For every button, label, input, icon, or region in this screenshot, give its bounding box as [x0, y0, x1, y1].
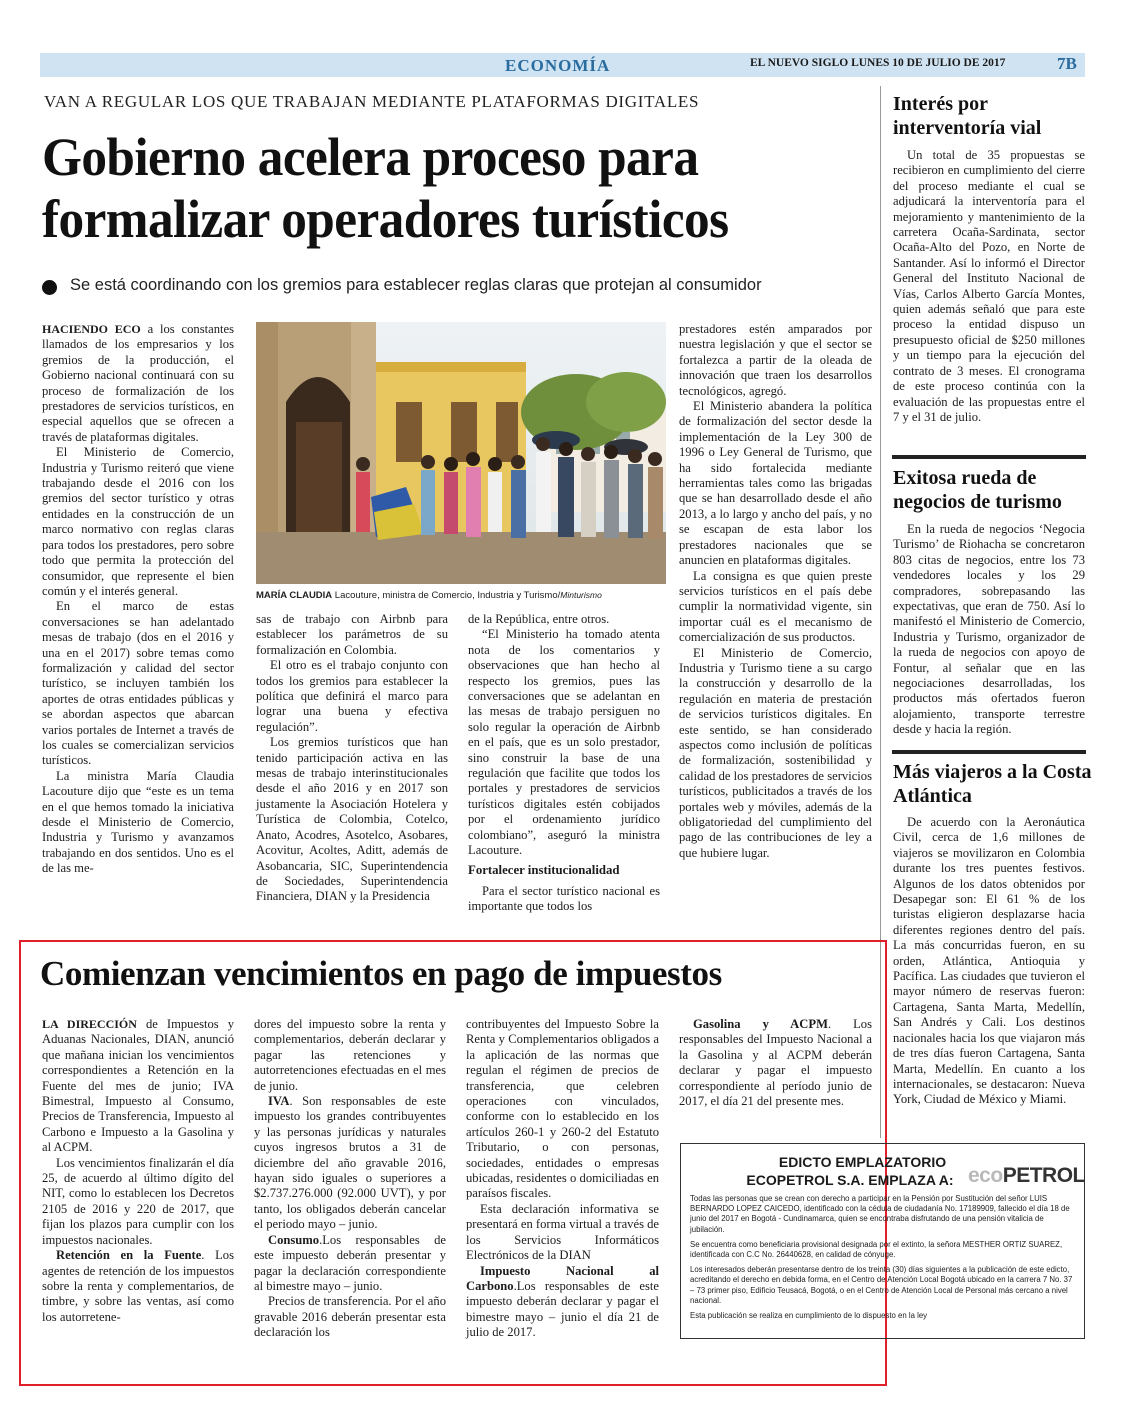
paragraph: prestadores estén amparados por nuestra legislación y que el sector se fortalezca a partir de la oleada de innovación que traen los desarrollos tecnológicos, agregó. [679, 322, 872, 398]
tax-column-4 [679, 1017, 872, 1137]
paragraph: dores del impuesto sobre la renta y complementarios, deberán declarar y pagar las retenciones y autorretenciones efectuadas en el mes de junio. [254, 1017, 446, 1093]
sidebar-divider [892, 750, 1086, 754]
paragraph: “El Ministerio ha tomado atenta nota de los comentarios y observaciones que han hecho al respecto los gremios, pues las conversaciones que se adelantan en las mesas de trabajo persiguen no solo regular la operación de Airbnb en el país, que es un solo prestador, sino construir la base de una regulación que facilite que todos los portales y prestadores de servicios turísticos digitales estén cobijados por el ordenamiento jurídico colombiano”, aseguró la ministra Lacouture. [468, 627, 660, 858]
paragraph: Consumo.Los responsables de este impuesto deberán presentar y pagar la declaración correspondiente al bimestre mayo – junio. [254, 1232, 446, 1293]
article-column-4 [679, 322, 872, 927]
paragraph: El Ministerio de Comercio, Industria y Turismo tiene a su cargo la construcción y desarrollo de la regulación en materia de prestación de servicios turísticos digitales. En este sentido, se han considerado aspectos como inclusión de políticas de formalización, sostenibilidad y calidad de los prestadores de servicios turísticos, publicitados a través de los portales web y móviles, además de la obligatoriedad del cumplimiento del pago de las contribuciones de ley a que hubiere lugar. [679, 645, 872, 860]
paragraph: Esta declaración informativa se presentará en forma virtual a través de los Servicios Informáticos Electrónicos de la DIAN [466, 1201, 660, 1263]
sidebar-title-3: Más viajeros a la Costa Atlántica [893, 761, 1092, 807]
sidebar-title-2: Exitosa rueda de negocios de turismo [893, 467, 1062, 513]
paragraph: Los gremios turísticos que han tenido participación activa en las mesas de trabajo interinstitucionales desde el año 2016 y en 2017 son justamente la Asociación Hotelera y Turística de Colombia, Cotelco, Anato, Acodres, Asotelco, Asobares, Acovitur, Acoltes, Aditt, además de Asobancaria, SIC, Superintendencia de Sociedades, Superintendencia Financiera, DIAN y la Presidencia [256, 735, 448, 904]
article-photo [256, 322, 666, 584]
paragraph: En el marco de estas conversaciones se han adelantado mesas de trabajo (dos en el 2016 y una en el 2017) sobre temas como formalización y calidad del sector turístico, se incluyen también los aportes de otras entidades públicas y se abordan aspectos que abarcan varios portales de Internet a través de los cuales se comercializan servicios turísticos. [42, 599, 234, 768]
article-column-1 [42, 322, 234, 927]
paragraph: LA DIRECCIÓN de Impuestos y Aduanas Nacionales, DIAN, anunció que mañana inician los vencimientos correspondientes a Retención en la Fuente del mes de junio; IVA Bimestral, Impuesto al Consumo, Precios de Transferencia, Impuesto al Carbono e Impuesto a la Gasolina y al ACPM. [42, 1017, 235, 1155]
paragraph: En la rueda de negocios ‘Negocia Turismo’ de Riohacha se concretaron 803 citas de negocios, entre los 73 vendedores locales y los 29 compradores, sobrepasando las expectativas, que eran de 750. Así lo manifestó el Ministerio de Comercio, Industria y Turismo, organizador de la rueda de negocios con apoyo de Fontur, al señalar que en las negociaciones desarrolladas, los productos más ofertados fueron alojamiento, transporte terrestre desde y hacia la región. [893, 522, 1085, 737]
bullet-icon [42, 280, 57, 295]
masthead-date: EL NUEVO SIGLO LUNES 10 DE JULIO DE 2017 [750, 57, 1006, 69]
paragraph: IVA. Son responsables de este impuesto los grandes contribuyentes y las personas jurídicas y naturales cuyos ingresos brutos a 31 de diciembre del año gravable 2016, hayan sido iguales o superiores a $2.737.276.000 (92.000 UVT), y por tanto, los obligados deberán cancelar el periodo mayo – junio. [254, 1094, 446, 1232]
paragraph: El Ministerio de Comercio, Industria y Turismo reiteró que viene trabajando desde el 2016 con los gremios del sector turístico y otras entidades en la construcción de un marco normativo con reglas claras para todos los prestadores, pero sobre todo que permita la protección del consumidor, que represente el bien común y el interés general. [42, 445, 234, 598]
paragraph: de la República, entre otros. [468, 612, 610, 626]
tax-article-headline: Comienzan vencimientos en pago de impuestos [40, 954, 722, 993]
tax-column-2 [254, 1017, 446, 1377]
paragraph: sas de trabajo con Airbnb para establecer los parámetros de su formalización en Colombia. [256, 612, 448, 657]
article-subheading: Fortalecer institucionalidad [468, 862, 620, 877]
notice-subtitle: ECOPETROL S.A. EMPLAZA A: [746, 1172, 954, 1188]
paragraph: Un total de 35 propuestas se recibieron en cumplimiento del cierre del proceso mediante el cual se adjudicará la interventoría para el mejoramiento y mantenimiento de la carretera Ocaña-Sardinata, sector Ocaña-Alto del Pozo, en Norte de Santander. Así lo informó el Director General del Instituto Nacional de Vías, Carlos Alberto García Montes, quien además señaló que para este proceso la entidad dispuso un presupuesto oficial de $250 millones y un tiempo para la ejecución del contrato de 3 meses. El cronograma de este proceso continúa con la evaluación de las propuestas entre el 7 y el 31 de julio. [893, 148, 1085, 424]
notice-body [690, 1194, 1078, 1326]
article-column-2 [256, 612, 448, 927]
paragraph: El Ministerio abandera la política de formalización del sector desde la implementación de la Ley 300 de 1996 o Ley General de Turismo, que ha sido fortalecida mediante herramientas tales como las brigadas que se han desarrollado desde el año 2013, a lo largo y ancho del país, y no se escapan de esta labor los prestadores nacionales que se anuncien en plataformas digitales. [679, 399, 872, 568]
paragraph: HACIENDO ECO a los constantes llamados de los empresarios y los gremios de la producción, el Gobierno nacional continuará con su proceso de formalización de los prestadores de servicios turísticos, en especial aquellos que se ofrecen a través de plataformas digitales. [42, 322, 234, 444]
article-subhead: Se está coordinando con los gremios para establecer reglas claras que protejan al consumidor [70, 276, 762, 294]
article-column-3 [468, 612, 660, 927]
paragraph: La ministra María Claudia Lacouture dijo que “este es un tema en el que hemos tomado la iniciativa desde el Ministerio de Comercio, Industria y Turismo y avanzamos trabajando en dos sentidos. Uno es el de las me- [42, 768, 234, 876]
sidebar-title-1: Interés por interventoría vial [893, 93, 1042, 139]
sidebar-body-3 [893, 815, 1085, 1135]
page-number: 7B [1057, 54, 1077, 73]
paragraph: Esta publicación se realiza en cumplimiento de lo dispuesto en la ley [690, 1311, 928, 1321]
article-kicker: VAN A REGULAR LOS QUE TRABAJAN MEDIANTE PLATAFORMAS DIGITALES [44, 92, 700, 111]
section-name: ECONOMÍA [505, 56, 611, 75]
paragraph: Precios de transferencia. Por el año gravable 2016 deberán presentar esta declaración los [254, 1294, 446, 1340]
photo-caption: MARÍA CLAUDIA Lacouture, ministra de Comercio, Industria y Turismo/Minturismo [256, 590, 602, 601]
paragraph: Retención en la Fuente. Los agentes de retención de los impuestos sobre la renta y complementarios, de timbre, y sobre las ventas, así como los autorretene- [42, 1248, 234, 1324]
paragraph: contribuyentes del Impuesto Sobre la Renta y Complementarios obligados a la aplicación de las normas que regulan el régimen de precios de transferencia, que celebren operaciones con vinculados, conforme con lo establecido en los artículos 260-1 y 260-2 del Estatuto Tributario, o con personas, sociedades, entidades o empresas ubicadas, residentes o domiciliadas en paraísos fiscales. [466, 1017, 659, 1201]
paragraph: Para el sector turístico nacional es importante que todos los [468, 883, 660, 914]
street-scene-image [256, 322, 666, 584]
tax-column-1 [42, 1017, 234, 1377]
tax-column-3 [466, 1017, 659, 1377]
sidebar-body-1 [893, 148, 1085, 448]
sidebar-body-2 [893, 522, 1085, 747]
paragraph: Los vencimientos finalizarán el día 25, de acuerdo al último dígito del NIT, como lo establecen los Decretos 2105 de 2016 y 220 de 2017, que fijan los plazos para cumplir con los impuestos nacionales. [42, 1155, 234, 1247]
ecopetrol-logo: ecoPETROL [968, 1164, 1085, 1187]
paragraph: La consigna es que quien preste servicios turísticos en el país debe cumplir la normatividad vigente, sin importar cuál es el mecanismo de comercialización de sus productos. [679, 568, 872, 645]
article-headline: Gobierno acelera proceso para formalizar operadores turísticos [42, 127, 729, 249]
paragraph: Todas las personas que se crean con derecho a participar en la Pensión por Sustitución del señor LUIS BERNARDO LOPEZ CAICEDO, identificado con la cédula de ciudadanía No. 17189909, fallecido el día 18 de junio del 2017 en Bogotá - Cundinamarca, quien se encontraba disfrutando de una pensión vitalicia de jubilación. [690, 1194, 1070, 1234]
notice-title: EDICTO EMPLAZATORIO [778, 1154, 947, 1170]
paragraph: Gasolina y ACPM. Los responsables del Impuesto Nacional a la Gasolina y al ACPM deberán declarar y pagar el impuesto correspondiente al período junio de 2017, el día 21 del presente mes. [679, 1017, 873, 1109]
paragraph: Se encuentra como beneficiaria provisional designada por el extinto, la señora MESTHER ORTIZ SUAREZ, identificada con C.C No. 26440628, en calidad de cónyuge. [690, 1239, 1063, 1260]
paragraph: El otro es el trabajo conjunto con todos los gremios para establecer la política que definirá el marco para lograr una buena y efectiva regulación”. [256, 658, 448, 734]
paragraph: Los interesados deberán presentarse dentro de los treinta (30) días siguientes a la publicación de este edicto, acreditando el derecho en debida forma, en el Centro de Atención Local Bogotá ubicado en la carrera 7 No. 37 – 73 primer piso, Edificio Teusacá, Bogotá, o en el Centro de Atención Local de Personal más cercano a nivel nacional. [690, 1265, 1073, 1305]
paragraph: Impuesto Nacional al Carbono.Los responsables de este impuesto deberán declarar y pagar el bimestre mayo – junio el día 21 de julio de 2017. [466, 1263, 659, 1340]
sidebar-divider [892, 455, 1086, 459]
paragraph: De acuerdo con la Aeronáutica Civil, cerca de 1,6 millones de viajeros se movilizaron en Colombia durante los tres puentes festivos. Algunos de los datos obtenidos por Desapegar son: El 61 % de los turistas eligieron desplazarse hacia diferentes regiones dentro del país. La más concurridas fueron, en su orden, Atlántica, Antioquia y Pacífica. Las ciudades que tuvieron el mayor número de reservas fueron: Cartagena, Santa Marta, Medellín, San Andrés y Cali. Los destinos nacionales hacia los que viajaron más de tres días fueron Cartagena, Santa Marta, Medellín. En cuanto a los internacionales, se destacaron: Nueva York, Ciudad de México y Miami. [893, 815, 1085, 1107]
